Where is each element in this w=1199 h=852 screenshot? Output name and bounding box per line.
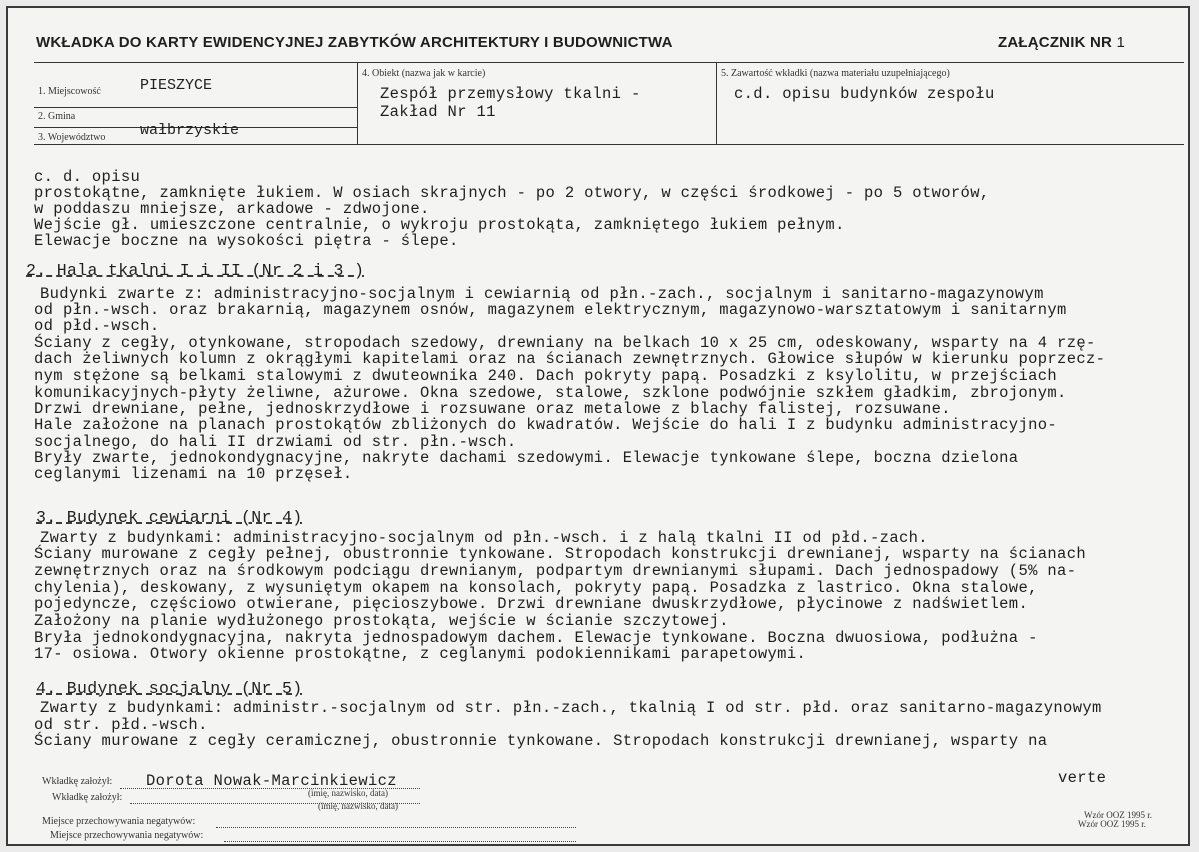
footer-line-negatywy-2 [224, 841, 576, 842]
footer-line-negatywy [216, 827, 576, 828]
section-3-line: chylenia), deskowany, z wysuniętym okapem na konsolach, pokryty papą. Posadzka z lastrico. Okna stalowe, [34, 579, 1038, 597]
section-2-line: komunikacyjnych-płyty żeliwne, ażurowe. Okna szedowe, stalowe, szklone podwójnie szkłem gładkim, zbrojonym. [34, 384, 1067, 402]
footer-value-zalozyl: Dorota Nowak-Marcinkiewicz [146, 772, 397, 790]
footer-hint-2: (imię, nazwisko, data) [318, 801, 398, 811]
annex-label: ZAŁĄCZNIK NR 1 [998, 34, 1125, 51]
inventory-card [6, 6, 1190, 846]
form-title: WKŁADKA DO KARTY EWIDENCYJNEJ ZABYTKÓW ARCHITEKTURY I BUDOWNICTWA [36, 34, 673, 51]
footer-label-negatywy: Miejsce przechowywania negatywów: [42, 816, 196, 827]
section-3-line: Zwarty z budynkami: administracyjno-socjalnym od płn.-wsch. i z halą tkalni II od płd.-zach. [40, 529, 928, 547]
field-value-gmina: wałbrzyskie [140, 122, 240, 139]
section-2-line: od płd.-wsch. [34, 317, 160, 335]
footer-label-zalozyl: Wkładkę założył: [42, 776, 113, 787]
section-2-line: Hale założone na planach prostokątów zbliżonych do kwadratów. Wejście do hali I z budynku administracyjno- [34, 416, 1058, 434]
section-2-line: socjalnego, do hali II drzwiami od str. płn.-wsch. [34, 433, 517, 451]
section-2-heading: 2. Hala tkalni I i II (Nr 2 i 3 ) [26, 261, 365, 280]
field-value-obiekt-line2: Zakład Nr 11 [380, 103, 496, 121]
section-2-line: ceglanymi lizenami na 10 przęseł. [34, 465, 353, 483]
footer-hint-1: (imię, nazwisko, data) [308, 788, 388, 798]
section-4-line: Zwarty z budynkami: administr.-socjalnym od str. płn.-zach., tkalnią I od str. płd. oraz sanitarno-magazynowym [40, 699, 1102, 717]
section-3-line: zewnętrznych oraz na środkowym podciągu drewnianym, podpartym drewnianymi słupami. Dach jednospadowy (5% na- [34, 562, 1077, 580]
section-3-line: Ściany murowane z cegły pełnej, obustronnie tynkowane. Stropodach konstrukcji drewnianej, wsparty na ścianach [34, 545, 1087, 563]
field-label-wojewodztwo: 3. Województwo [38, 132, 106, 143]
print-code-2: Wzór OOZ 1995 r. [1078, 819, 1146, 829]
intro-line: w poddaszu mniejsze, arkadowe - zdwojone. [34, 200, 430, 218]
section-4-heading: 4. Budynek socjalny (Nr 5) [36, 679, 303, 698]
section-3-line: 17- osiowa. Otwory okienne prostokątne, z ceglanymi podokiennikami parapetowymi. [34, 645, 807, 663]
field-label-gmina: 2. Gmina [38, 111, 76, 122]
footer-label-negatywy-2: Miejsce przechowywania negatywów: [50, 830, 204, 841]
section-2-line: dach żeliwnych kolumn z okrągłymi kapitelami oraz na ścianach zewnętrznych. Głowice słupów w kierunku poprzecz- [34, 350, 1106, 368]
field-label-obiekt: 4. Obiekt (nazwa jak w karcie) [362, 68, 486, 79]
field-label-zawartosc: 5. Zawartość wkładki (nazwa materiału uzupełniającego) [721, 68, 950, 79]
section-4-line: od str. płd.-wsch. [34, 716, 208, 734]
field-divider-a [34, 107, 357, 108]
section-3-line: pojedyncze, częściowo otwierane, pięcioszybowe. Drzwi drewniane dwuskrzydłowe, płycinowe z nadświetlem. [34, 595, 1029, 613]
verte-note: verte [1058, 769, 1107, 787]
section-3-line: Bryła jednokondygnacyjna, nakryta jednospadowym dachem. Elewacje tynkowane. Boczna dwuosiowa, podłużna - [34, 629, 1038, 647]
section-2-line: Drzwi drewniane, pełne, jednoskrzydłowe i rozsuwane oraz metalowe z blachy falistej, rozsuwane. [34, 400, 951, 418]
fields-divider [34, 144, 1184, 145]
section-3-line: Założony na planie wydłużonego prostokąta, wejście w ścianie szczytowej. [34, 612, 729, 630]
section-3-heading: 3. Budynek cewiarni (Nr 4) [36, 508, 303, 527]
section-2-line: od płn.-wsch. oraz brakarnią, magazynem osnów, magazynem elektrycznym, magazynowo-warsztatowym i sanitarnym [34, 301, 1067, 319]
header-divider [34, 62, 1184, 63]
intro-heading: c. d. opisu [34, 168, 141, 186]
col-divider-1 [357, 62, 358, 144]
section-2-line: nym stężone są belkami stalowymi z dwuteownika 240. Dach pokryty papą. Posadzki z ksylolitu, w przejściach [34, 367, 1058, 385]
intro-line: prostokątne, zamknięte łukiem. W osiach skrajnych - po 2 otwory, w części środkowej - po 5 otworów, [34, 184, 990, 202]
field-value-zawartosc: c.d. opisu budynków zespołu [734, 85, 995, 103]
footer-label-zalozyl-2: Wkładkę założył: [52, 792, 123, 803]
intro-line: Wejście gł. umieszczone centralnie, o wykroju prostokąta, zamkniętego łukiem pełnym. [34, 216, 845, 234]
section-2-line: Budynki zwarte z: administracyjno-socjalnym i cewiarnią od płn.-zach., socjalnym i sanitarno-magazynowym [40, 285, 1044, 303]
intro-line: Elewacje boczne na wysokości piętra - ślepe. [34, 232, 459, 250]
print-code-1: Wzór OOZ 1995 r. [1084, 810, 1152, 820]
section-2-line: Bryły zwarte, jednokondygnacyjne, nakryte dachami szedowymi. Elewacje tynkowane ślepe, boczna dzielona [34, 449, 1019, 467]
section-2-line: Ściany z cegły, otynkowane, stropodach szedowy, drewniany na belkach 10 x 25 cm, odeskowany, wsparty na 4 rzę- [34, 334, 1096, 352]
field-label-miejscowosc: 1. Miejscowość [38, 86, 101, 97]
col-divider-2 [716, 62, 717, 144]
field-value-obiekt-line1: Zespół przemysłowy tkalni - [380, 85, 641, 103]
field-value-miejscowosc: PIESZYCE [140, 77, 213, 94]
section-4-line: Ściany murowane z cegły ceramicznej, obustronnie tynkowane. Stropodach konstrukcji drewnianej, wsparty na [34, 732, 1048, 750]
